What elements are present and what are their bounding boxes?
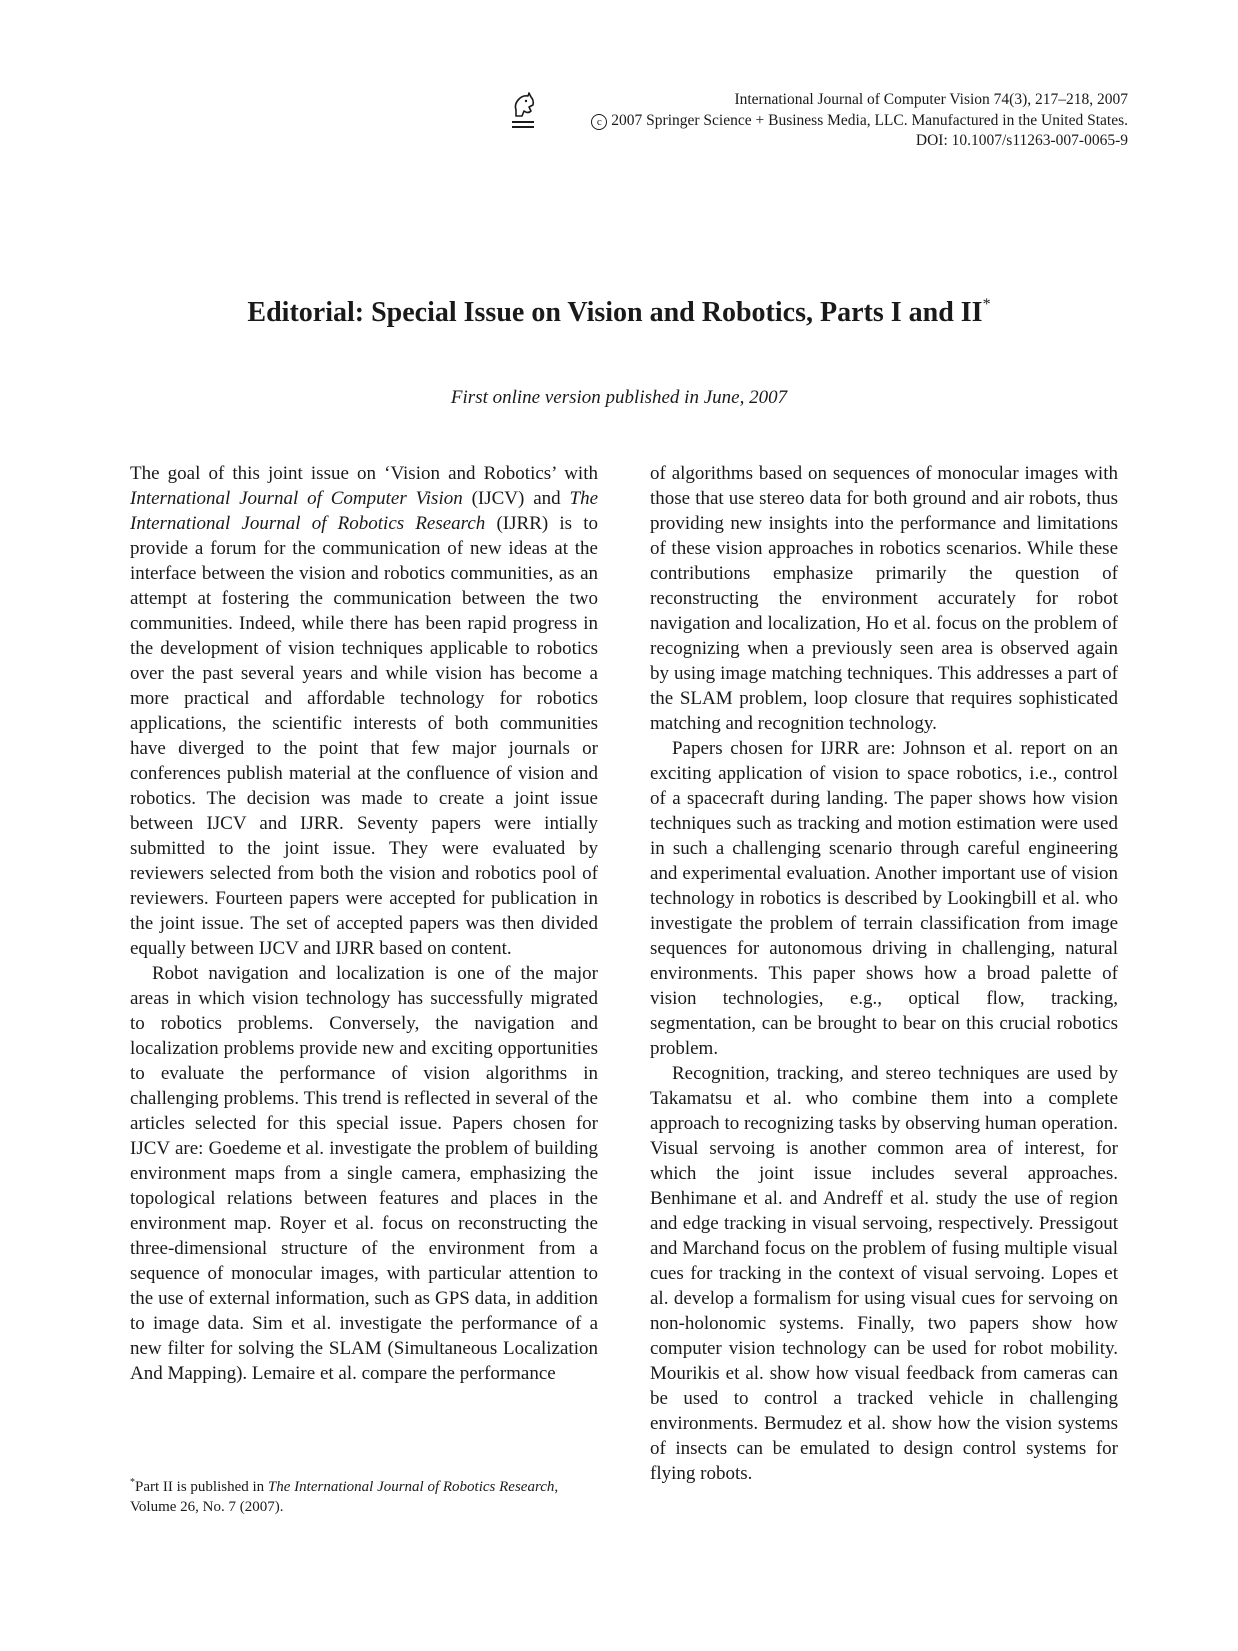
text-run: (IJRR) is to provide a forum for the communication of new ideas at the interface between the vision and robotics communities, as an attempt at fostering the communication between the two communities. Indeed, while there has been rapid progress in the development of vision techniques applicable to robotics over the past several years and while vision has become a more practical and affordable technology for robotics applications, the scientific interests of both communities have diverged to the point that few major journals or conferences publish material at the confluence of vision and robotics. The decision was made to create a joint issue between IJCV and IJRR. Seventy papers were intially submitted to the joint issue. They were evaluated by reviewers selected from both the vision and robotics pool of reviewers. Fourteen papers were accepted for publication in the joint issue. The set of accepted papers was then divided equally between IJCV and IJRR based on content.: [130, 513, 598, 959]
publication-note: First online version published in June, 2007: [450, 387, 788, 408]
journal-name-ijcv: International Journal of Computer Vision: [130, 488, 463, 509]
paragraph: Papers chosen for IJRR are: Johnson et al. report on an exciting application of vision to space robotics, i.e., control of a spacecraft during landing. The paper shows how vision techniques such as tracking and motion estimation were used in such a challenging scenario through careful engineering and experimental evaluation. Another important use of vision technology in robotics is described by Lookingbill et al. who investigate the problem of terrain classification from image sequences for autonomous driving in challenging, natural environments. This paper shows how a broad palette of vision technologies, e.g., optical flow, tracking, segmentation, can be brought to bear on this crucial robotics problem.: [650, 738, 1118, 1059]
left-column: [130, 461, 598, 1386]
springer-knight-logo-icon: [508, 90, 538, 132]
copyright-text: 2007 Springer Science + Business Media, LLC. Manufactured in the United States.: [611, 111, 1128, 129]
doi-line: DOI: 10.1007/s11263-007-0065-9: [915, 132, 1128, 149]
title-footnote-mark: *: [982, 296, 991, 313]
journal-name-ijrr: The International Journal of Robotics Research: [267, 1479, 555, 1495]
footnote-mark: *: [130, 1477, 135, 1488]
footnote: [130, 1473, 598, 1517]
journal-name-ijrr: The International Journal of Robotics Research: [130, 488, 599, 534]
paragraph: Robot navigation and localization is one of the major areas in which vision technology has successfully migrated to robotics problems. Conversely, the navigation and localization problems provide new and exciting opportunities to evaluate the performance of vision algorithms in challenging problems. This trend is reflected in several of the articles selected for this special issue. Papers chosen for IJCV are: Goedeme et al. investigate the problem of building environment maps from a single camera, emphasizing the topological relations between features and places in the environment map. Royer et al. focus on reconstructing the three-dimensional structure of the environment from a sequence of monocular images, with particular attention to the use of external information, such as GPS data, in addition to image data. Sim et al. investigate the performance of a new filter for solving the SLAM (Simultaneous Localization And Mapping). Lemaire et al. compare the performance: [130, 963, 598, 1384]
paragraph: [130, 461, 598, 961]
title-text: Editorial: Special Issue on Vision and Robotics, Parts I and II: [247, 297, 983, 328]
journal-header: [591, 90, 1128, 152]
text-run: Part II is published in: [135, 1479, 268, 1495]
right-column: [650, 461, 1118, 1486]
article-title: [0, 288, 1238, 330]
paragraph: of algorithms based on sequences of monocular images with those that use stereo data for both ground and air robots, thus providing new insights into the performance and limitations of these vision approaches in robotics scenarios. While these contributions emphasize primarily the question of reconstructing the environment accurately for robot navigation and localization, Ho et al. focus on the problem of recognizing when a previously seen area is observed again by using image matching techniques. This addresses a part of the SLAM problem, loop closure that requires sophisticated matching and recognition technology.: [650, 463, 1118, 734]
paragraph: Recognition, tracking, and stereo techniques are used by Takamatsu et al. who combine them into a complete approach to recognizing tasks by observing human operation. Visual servoing is another common area of interest, for which the joint issue includes several approaches. Benhimane et al. and Andreff et al. study the use of region and edge tracking in visual servoing, respectively. Pressigout and Marchand focus on the problem of fusing multiple visual cues for tracking in the context of visual servoing. Lopes et al. develop a formalism for using visual cues for servoing on non-holonomic systems. Finally, two papers show how computer vision technology can be used for robot mobility. Mourikis et al. show how visual feedback from cameras can be used to control a tracked vehicle in challenging environments. Bermudez et al. show how the vision systems of insects can be emulated to design control systems for flying robots.: [650, 1063, 1118, 1484]
text-run: The goal of this joint issue on ‘Vision and Robotics’ with: [130, 463, 598, 484]
copyright-line: [591, 111, 1128, 132]
text-run: , Volume 26, No. 7 (2007).: [130, 1479, 559, 1515]
journal-citation: International Journal of Computer Vision 74(3), 217–218, 2007: [734, 91, 1128, 108]
text-run: (IJCV) and: [462, 488, 570, 509]
copyright-icon: c: [591, 114, 607, 130]
